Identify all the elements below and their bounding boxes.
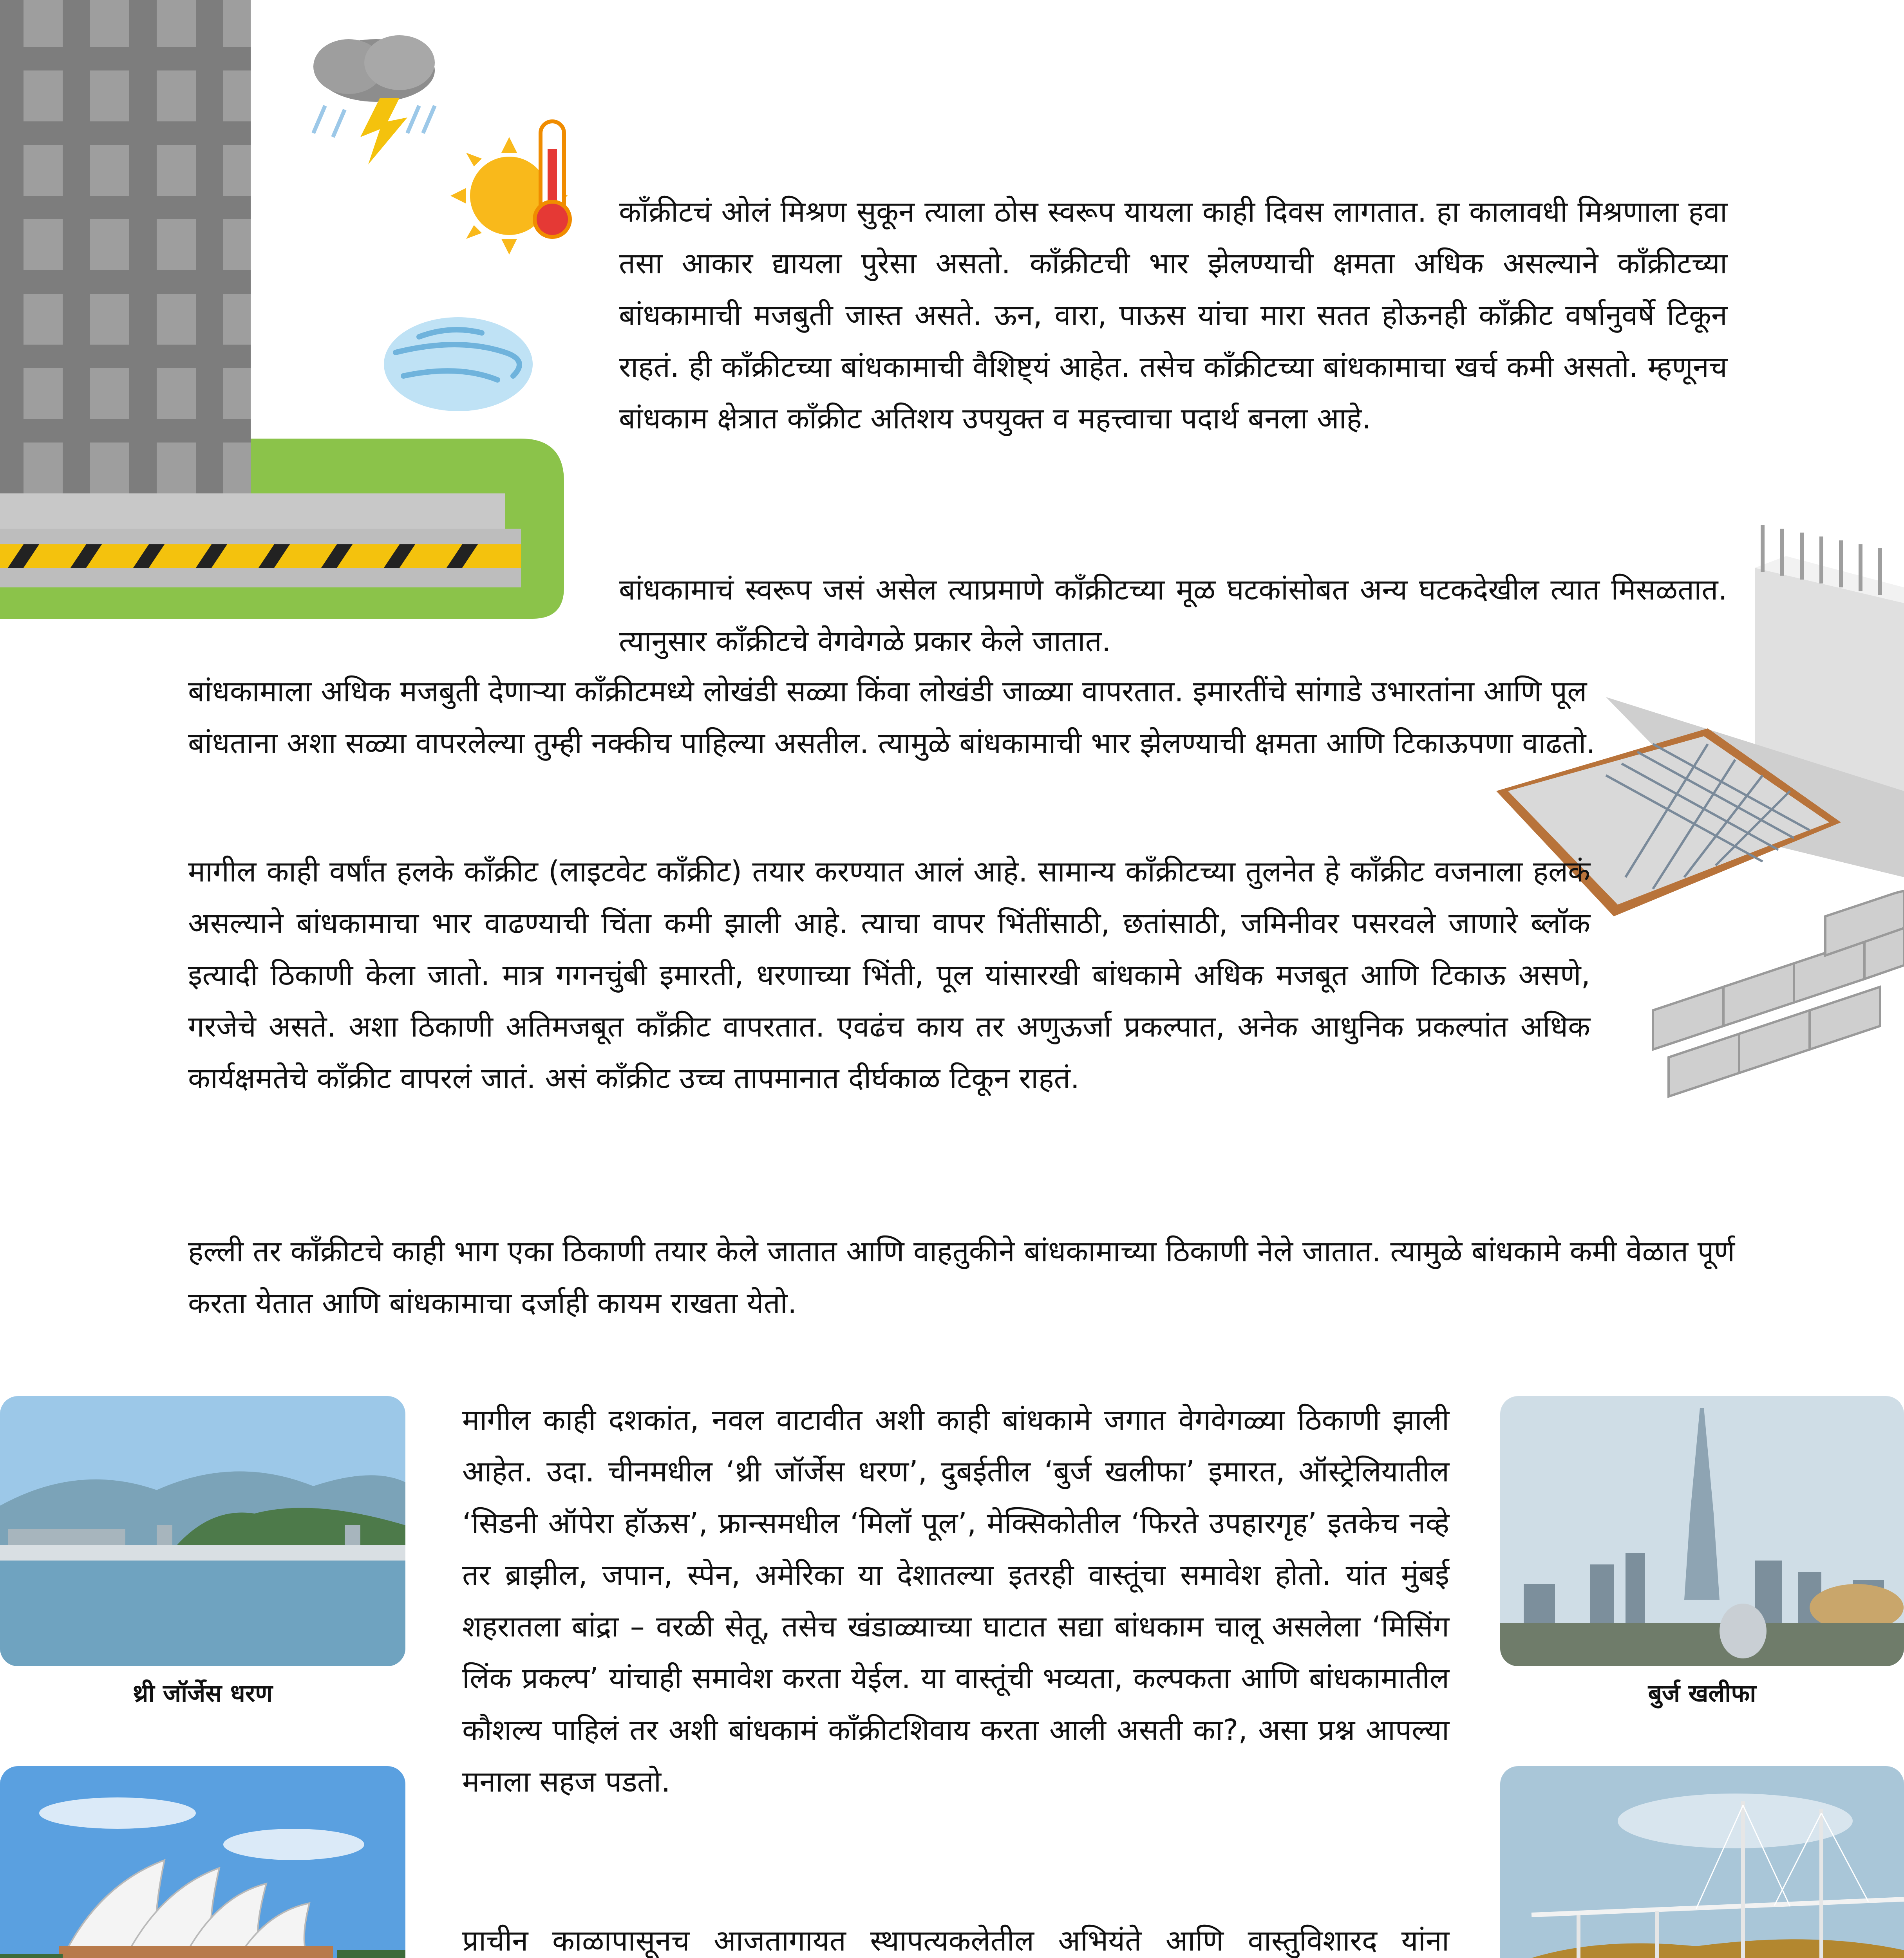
paragraph-precast-concrete: हल्ली तर काँक्रीटचे काही भाग एका ठिकाणी तयार केले जातात आणि वाहतुकीने बांधकामाच्या ठिकाणी नेले जातात. त्यामुळे बांधकामे कमी वेळात पूर्ण करता येतात आणि बांधकामाचा दर्जाही कायम राखता येतो. [188,1235,1735,1320]
caption-burj-khalifa: बुर्ज खलीफा [1648,1679,1756,1707]
paragraph-concrete-properties: काँक्रीटचं ओलं मिश्रण सुकून त्याला ठोस स्वरूप यायला काही दिवस लागतात. हा कालावधी मिश्रणाला हवा तसा आकार द्यायला पुरेसा असतो. काँक्रीटची भार झेलण्याची क्षमता अधिक असल्याने काँक्रीटच्या बांधकामाची मजबुती जास्त असते. ऊन, वारा, पाऊस यांचा मारा सतत होऊनही काँक्रीट वर्षानुवर्षे टिकून राहतं. ही काँक्रीटच्या बांधकामाची वैशिष्ट्यं आहेत. तसेच काँक्रीटच्या बांधकामाचा खर्च कमी असतो. म्हणूनच बांधकाम क्षेत्रात काँक्रीट अतिशय उपयुक्त व महत्त्वाचा पदार्थ बनला आहे. [619,195,1727,435]
caption-three-gorges: थ्री जॉर्जेस धरण [132,1679,273,1707]
storm-cloud-icon [302,27,450,168]
sydney-opera-house-photo [0,1766,405,1958]
paragraph-concrete-types-intro: बांधकामाचं स्वरूप जसं असेल त्याप्रमाणे काँक्रीटच्या मूळ घटकांसोबत अन्य घटकदेखील त्यात मिसळतात. त्यानुसार काँक्रीटचे वेगवेगळे प्रकार केले जातात. [619,573,1727,658]
wind-icon [380,302,544,419]
paragraph-lightweight-concrete: मागील काही वर्षांत हलके काँक्रीट (लाइटवेट काँक्रीट) तयार करण्यात आलं आहे. सामान्य काँक्रीटच्या तुलनेत हे काँक्रीट वजनाला हलकं असल्याने बांधकामाचा भार वाढण्याची चिंता कमी झाली आहे. त्याचा वापर भिंतींसाठी, छतांसाठी, जमिनीवर पसरवले जाणारे ब्लॉक इत्यादी ठिकाणी केला जातो. मात्र गगनचुंबी इमारती, धरणाच्या भिंती, पूल यांसारखी बांधकामे अधिक मजबूत आणि टिकाऊ असणे, गरजेचे असते. अशा ठिकाणी अतिमजबूत काँक्रीट वापरतात. एवढंच काय तर अणुऊर्जा प्रकल्पात, अनेक आधुनिक प्रकल्पांत अधिक कार्यक्षमतेचे काँक्रीट वापरलं जातं. असं काँक्रीट उच्च तापमानात दीर्घकाळ टिकून राहतं. [188,855,1590,1095]
three-gorges-dam-photo [0,1396,405,1666]
paragraph-wonders: मागील काही दशकांत, नवल वाटावीत अशी काही बांधकामे जगात वेगवेगळ्या ठिकाणी झाली आहेत. उदा. चीनमधील ‘थ्री जॉर्जेस धरण’, दुबईतील ‘बुर्ज खलीफा’ इमारत, ऑस्ट्रेलियातील ‘सिडनी ऑपेरा हॉऊस’, फ्रान्समधील ‘मिलॉ पूल’, मेक्सिकोतील ‘फिरते उपहारगृह’ इतकेच नव्हे तर ब्राझील, जपान, स्पेन, अमेरिका या देशातल्या इतरही वास्तूंचा समावेश होतो. यांत मुंबई शहरातला बांद्रा – वरळी सेतू, तसेच खंडाळ्याच्या घाटात सद्या बांधकाम चालू असलेला ‘मिसिंग लिंक प्रकल्प’ यांचाही समावेश करता येईल. या वास्तूंची भव्यता, कल्पकता आणि बांधकामातील कौशल्य पाहिलं तर अशी बांधकामं काँक्रीटशिवाय करता आली असती का?, असा प्रश्न आपल्या मनाला सहज पडतो. [462,1403,1449,1799]
concrete-blocks-illustration [1622,885,1904,1104]
burj-khalifa-photo [1500,1396,1904,1666]
paragraph-reinforced-concrete: बांधकामाला अधिक मजबुती देणाऱ्या काँक्रीटमध्ये लोखंडी सळ्या किंवा लोखंडी जाळ्या वापरतात. इमारतींचे सांगाडे उभारतांना आणि पूल बांधताना अशा सळ्या वापरलेल्या तुम्ही नक्कीच पाहिल्या असतील. त्यामुळे बांधकामाची भार झेलण्याची क्षमता आणि टिकाऊपणा वाढतो. [188,675,1595,760]
paragraph-conclusion: प्राचीन काळापासूनच आजतागायत स्थापत्यकलेतील अभियंते आणि वास्तुविशारद यांना [462,1924,1449,1958]
sun-thermometer-icon [443,114,591,262]
millau-bridge-photo [1500,1766,1904,1958]
